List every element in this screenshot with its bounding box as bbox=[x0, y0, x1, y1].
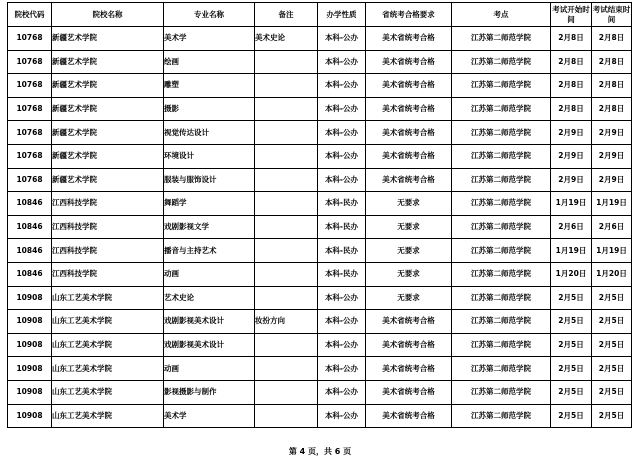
cell-site: 江苏第二师范学院 bbox=[452, 74, 551, 98]
cell-school: 山东工艺美术学院 bbox=[52, 380, 164, 404]
header-note: 备注 bbox=[255, 3, 318, 27]
table-row bbox=[8, 357, 632, 381]
cell-school: 山东工艺美术学院 bbox=[52, 404, 164, 428]
table-row bbox=[8, 215, 632, 239]
cell-requirement: 美术省统考合格 bbox=[366, 380, 452, 404]
cell-major: 环境设计 bbox=[164, 144, 255, 168]
cell-end-time: 2月6日 bbox=[592, 215, 632, 239]
cell-site: 江苏第二师范学院 bbox=[452, 27, 551, 51]
cell-requirement: 美术省统考合格 bbox=[366, 121, 452, 145]
table-row bbox=[8, 50, 632, 74]
cell-note: 妆扮方向 bbox=[255, 310, 318, 334]
cell-code: 10846 bbox=[8, 239, 52, 263]
cell-end-time: 2月8日 bbox=[592, 27, 632, 51]
cell-note bbox=[255, 286, 318, 310]
cell-requirement: 美术省统考合格 bbox=[366, 357, 452, 381]
cell-school: 新疆艺术学院 bbox=[52, 121, 164, 145]
cell-code: 10768 bbox=[8, 144, 52, 168]
cell-requirement: 美术省统考合格 bbox=[366, 144, 452, 168]
table-body bbox=[8, 27, 632, 428]
cell-school: 新疆艺术学院 bbox=[52, 50, 164, 74]
cell-type: 本科-公办 bbox=[318, 357, 366, 381]
table-row bbox=[8, 262, 632, 286]
table-row bbox=[8, 239, 632, 263]
cell-type: 本科-民办 bbox=[318, 215, 366, 239]
table-row bbox=[8, 168, 632, 192]
cell-type: 本科-公办 bbox=[318, 310, 366, 334]
cell-major: 绘画 bbox=[164, 50, 255, 74]
cell-major: 戏剧影视美术设计 bbox=[164, 310, 255, 334]
table-row bbox=[8, 404, 632, 428]
cell-end-time: 2月9日 bbox=[592, 121, 632, 145]
cell-start-time: 2月5日 bbox=[551, 333, 592, 357]
cell-site: 江苏第二师范学院 bbox=[452, 357, 551, 381]
cell-type: 本科-公办 bbox=[318, 168, 366, 192]
cell-code: 10768 bbox=[8, 50, 52, 74]
cell-code: 10846 bbox=[8, 262, 52, 286]
cell-start-time: 2月8日 bbox=[551, 27, 592, 51]
cell-note bbox=[255, 144, 318, 168]
cell-requirement: 美术省统考合格 bbox=[366, 310, 452, 334]
cell-note bbox=[255, 380, 318, 404]
cell-site: 江苏第二师范学院 bbox=[452, 168, 551, 192]
cell-school: 山东工艺美术学院 bbox=[52, 333, 164, 357]
cell-type: 本科-公办 bbox=[318, 121, 366, 145]
cell-school: 新疆艺术学院 bbox=[52, 27, 164, 51]
cell-type: 本科-公办 bbox=[318, 286, 366, 310]
cell-code: 10908 bbox=[8, 286, 52, 310]
cell-start-time: 2月8日 bbox=[551, 74, 592, 98]
cell-code: 10768 bbox=[8, 121, 52, 145]
cell-start-time: 2月9日 bbox=[551, 144, 592, 168]
header-type: 办学性质 bbox=[318, 3, 366, 27]
cell-start-time: 1月20日 bbox=[551, 262, 592, 286]
cell-note bbox=[255, 50, 318, 74]
cell-major: 播音与主持艺术 bbox=[164, 239, 255, 263]
page-footer: 第 4 页，共 6 页 bbox=[288, 447, 352, 456]
header-end-time: 考试结束时间 bbox=[592, 3, 632, 27]
cell-end-time: 2月5日 bbox=[592, 310, 632, 334]
cell-end-time: 2月5日 bbox=[592, 286, 632, 310]
cell-code: 10908 bbox=[8, 333, 52, 357]
cell-end-time: 1月19日 bbox=[592, 192, 632, 216]
cell-type: 本科-公办 bbox=[318, 50, 366, 74]
cell-note bbox=[255, 239, 318, 263]
cell-major: 雕塑 bbox=[164, 74, 255, 98]
cell-school: 新疆艺术学院 bbox=[52, 97, 164, 121]
cell-note bbox=[255, 215, 318, 239]
cell-site: 江苏第二师范学院 bbox=[452, 97, 551, 121]
cell-type: 本科-民办 bbox=[318, 262, 366, 286]
cell-major: 戏剧影视文学 bbox=[164, 215, 255, 239]
cell-major: 艺术史论 bbox=[164, 286, 255, 310]
table-row bbox=[8, 121, 632, 145]
cell-type: 本科-公办 bbox=[318, 144, 366, 168]
cell-school: 新疆艺术学院 bbox=[52, 74, 164, 98]
cell-start-time: 1月19日 bbox=[551, 192, 592, 216]
cell-site: 江苏第二师范学院 bbox=[452, 380, 551, 404]
table-header-row bbox=[8, 3, 632, 27]
cell-requirement: 美术省统考合格 bbox=[366, 333, 452, 357]
table-row bbox=[8, 74, 632, 98]
cell-school: 新疆艺术学院 bbox=[52, 144, 164, 168]
cell-note bbox=[255, 333, 318, 357]
cell-site: 江苏第二师范学院 bbox=[452, 121, 551, 145]
table-row bbox=[8, 144, 632, 168]
cell-note bbox=[255, 121, 318, 145]
cell-end-time: 2月9日 bbox=[592, 168, 632, 192]
cell-site: 江苏第二师范学院 bbox=[452, 50, 551, 74]
cell-start-time: 2月5日 bbox=[551, 380, 592, 404]
cell-requirement: 美术省统考合格 bbox=[366, 404, 452, 428]
cell-type: 本科-民办 bbox=[318, 192, 366, 216]
table-row bbox=[8, 380, 632, 404]
cell-school: 江西科技学院 bbox=[52, 262, 164, 286]
header-school: 院校名称 bbox=[52, 3, 164, 27]
cell-site: 江苏第二师范学院 bbox=[452, 310, 551, 334]
cell-type: 本科-公办 bbox=[318, 333, 366, 357]
cell-major: 动画 bbox=[164, 357, 255, 381]
cell-requirement: 美术省统考合格 bbox=[366, 168, 452, 192]
cell-note bbox=[255, 404, 318, 428]
cell-code: 10908 bbox=[8, 404, 52, 428]
cell-major: 动画 bbox=[164, 262, 255, 286]
cell-requirement: 无要求 bbox=[366, 239, 452, 263]
cell-start-time: 2月5日 bbox=[551, 286, 592, 310]
cell-code: 10768 bbox=[8, 74, 52, 98]
cell-code: 10908 bbox=[8, 310, 52, 334]
table-row bbox=[8, 97, 632, 121]
cell-major: 视觉传达设计 bbox=[164, 121, 255, 145]
header-site: 考点 bbox=[452, 3, 551, 27]
cell-end-time: 2月5日 bbox=[592, 357, 632, 381]
cell-requirement: 无要求 bbox=[366, 192, 452, 216]
cell-end-time: 1月20日 bbox=[592, 262, 632, 286]
cell-requirement: 无要求 bbox=[366, 262, 452, 286]
cell-type: 本科-公办 bbox=[318, 404, 366, 428]
cell-school: 江西科技学院 bbox=[52, 239, 164, 263]
cell-site: 江苏第二师范学院 bbox=[452, 215, 551, 239]
cell-start-time: 2月5日 bbox=[551, 404, 592, 428]
cell-end-time: 2月8日 bbox=[592, 74, 632, 98]
cell-type: 本科-民办 bbox=[318, 239, 366, 263]
cell-requirement: 美术省统考合格 bbox=[366, 97, 452, 121]
cell-end-time: 2月8日 bbox=[592, 50, 632, 74]
cell-note bbox=[255, 74, 318, 98]
cell-code: 10768 bbox=[8, 168, 52, 192]
cell-start-time: 2月5日 bbox=[551, 310, 592, 334]
cell-note bbox=[255, 168, 318, 192]
header-start-time: 考试开始时间 bbox=[551, 3, 592, 27]
cell-major: 服装与服饰设计 bbox=[164, 168, 255, 192]
cell-site: 江苏第二师范学院 bbox=[452, 262, 551, 286]
table-row bbox=[8, 27, 632, 51]
cell-site: 江苏第二师范学院 bbox=[452, 144, 551, 168]
cell-school: 江西科技学院 bbox=[52, 192, 164, 216]
cell-start-time: 2月8日 bbox=[551, 50, 592, 74]
exam-schedule-table bbox=[7, 2, 632, 428]
header-requirement: 省统考合格要求 bbox=[366, 3, 452, 27]
cell-type: 本科-公办 bbox=[318, 380, 366, 404]
cell-site: 江苏第二师范学院 bbox=[452, 333, 551, 357]
header-code: 院校代码 bbox=[8, 3, 52, 27]
cell-requirement: 美术省统考合格 bbox=[366, 74, 452, 98]
cell-start-time: 2月5日 bbox=[551, 357, 592, 381]
cell-end-time: 2月8日 bbox=[592, 97, 632, 121]
cell-end-time: 2月9日 bbox=[592, 144, 632, 168]
cell-school: 新疆艺术学院 bbox=[52, 168, 164, 192]
cell-end-time: 1月19日 bbox=[592, 239, 632, 263]
cell-site: 江苏第二师范学院 bbox=[452, 192, 551, 216]
cell-requirement: 美术省统考合格 bbox=[366, 27, 452, 51]
cell-start-time: 2月8日 bbox=[551, 97, 592, 121]
cell-note bbox=[255, 192, 318, 216]
cell-school: 山东工艺美术学院 bbox=[52, 357, 164, 381]
cell-end-time: 2月5日 bbox=[592, 333, 632, 357]
cell-start-time: 2月6日 bbox=[551, 215, 592, 239]
cell-school: 江西科技学院 bbox=[52, 215, 164, 239]
cell-code: 10908 bbox=[8, 357, 52, 381]
table-row bbox=[8, 286, 632, 310]
cell-site: 江苏第二师范学院 bbox=[452, 239, 551, 263]
cell-school: 山东工艺美术学院 bbox=[52, 310, 164, 334]
table-row bbox=[8, 333, 632, 357]
cell-site: 江苏第二师范学院 bbox=[452, 286, 551, 310]
cell-code: 10908 bbox=[8, 380, 52, 404]
table-row bbox=[8, 310, 632, 334]
cell-major: 戏剧影视美术设计 bbox=[164, 333, 255, 357]
cell-school: 山东工艺美术学院 bbox=[52, 286, 164, 310]
cell-start-time: 2月9日 bbox=[551, 168, 592, 192]
cell-code: 10768 bbox=[8, 27, 52, 51]
cell-major: 摄影 bbox=[164, 97, 255, 121]
cell-note: 美术史论 bbox=[255, 27, 318, 51]
cell-type: 本科-公办 bbox=[318, 97, 366, 121]
cell-major: 美术学 bbox=[164, 27, 255, 51]
cell-code: 10846 bbox=[8, 192, 52, 216]
cell-requirement: 美术省统考合格 bbox=[366, 50, 452, 74]
cell-start-time: 2月9日 bbox=[551, 121, 592, 145]
cell-start-time: 1月19日 bbox=[551, 239, 592, 263]
cell-type: 本科-公办 bbox=[318, 27, 366, 51]
cell-note bbox=[255, 97, 318, 121]
cell-major: 影视摄影与制作 bbox=[164, 380, 255, 404]
cell-requirement: 无要求 bbox=[366, 286, 452, 310]
table-row bbox=[8, 192, 632, 216]
cell-type: 本科-公办 bbox=[318, 74, 366, 98]
cell-code: 10768 bbox=[8, 97, 52, 121]
cell-major: 美术学 bbox=[164, 404, 255, 428]
cell-end-time: 2月5日 bbox=[592, 380, 632, 404]
cell-site: 江苏第二师范学院 bbox=[452, 404, 551, 428]
cell-end-time: 2月5日 bbox=[592, 404, 632, 428]
header-major: 专业名称 bbox=[164, 3, 255, 27]
cell-code: 10846 bbox=[8, 215, 52, 239]
cell-major: 舞蹈学 bbox=[164, 192, 255, 216]
cell-note bbox=[255, 262, 318, 286]
cell-requirement: 无要求 bbox=[366, 215, 452, 239]
cell-note bbox=[255, 357, 318, 381]
